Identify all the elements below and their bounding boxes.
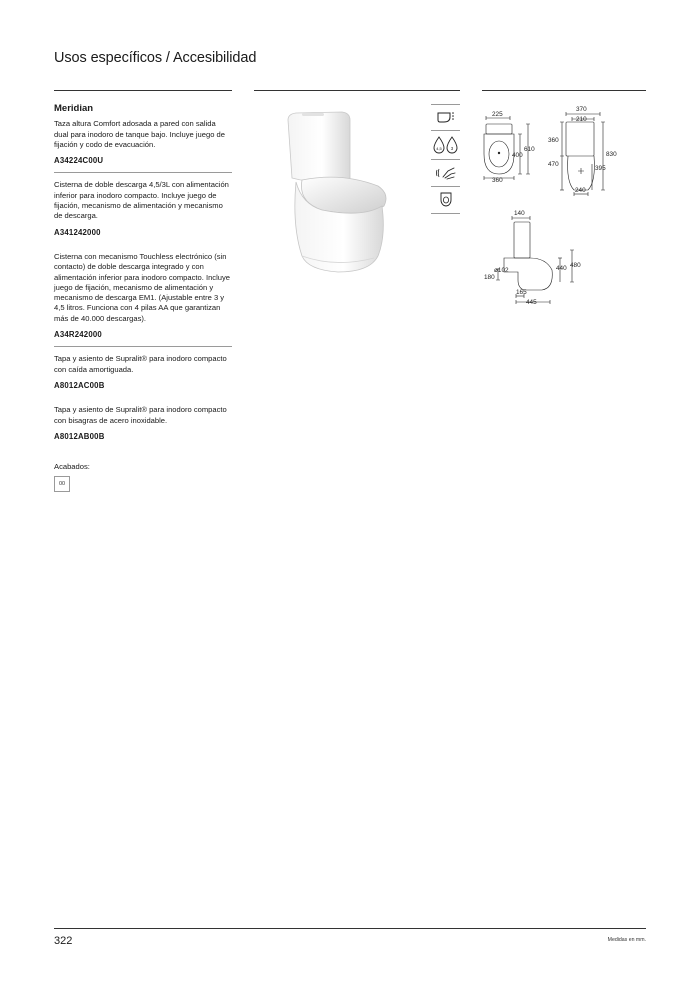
touchless-hand-icon [431, 160, 460, 187]
dim-side-top: 140 [514, 210, 525, 217]
feature-icons [431, 104, 460, 214]
dual-flush-left-label: 4,5 [435, 146, 442, 151]
item-description: Taza altura Comfort adosada a pared con salida dual para inodoro de tanque bajo. Incluye juego de fijación y codo de evacuación. [54, 119, 225, 149]
item-code: A34224C00U [54, 156, 104, 166]
technical-drawings [478, 104, 648, 309]
dim-side-h-outlet: 180 [484, 274, 495, 281]
dim-side-depth: 445 [526, 299, 537, 306]
dim-top-width: 225 [492, 111, 503, 118]
item-description: Cisterna de doble descarga 4,5/3L con alimentación inferior para inodoro compacto. Incluye juego de fijación, mecanismo de alimentación y mecanismo de descarga. [54, 180, 229, 221]
wall-hung-bowl-icon [431, 187, 460, 214]
title-rule [54, 90, 232, 91]
title-rule-photo [254, 90, 460, 91]
item-code: A34R242000 [54, 330, 102, 340]
item-description: Tapa y asiento de Supralit® para inodoro compacto con bisagras de acero inoxidable. [54, 405, 227, 425]
dim-side-seat: 440 [556, 265, 567, 272]
item-description: Tapa y asiento de Supralit® para inodoro compacto con caída amortiguada. [54, 354, 227, 374]
dim-top-depth: 400 [512, 152, 523, 159]
item-code: A341242000 [54, 227, 101, 237]
dim-front-base: 240 [575, 187, 586, 194]
toilet-product-photo [262, 106, 422, 276]
dim-top-base: 360 [492, 177, 503, 184]
dim-top-total: 610 [524, 146, 535, 153]
finish-swatch: 00 [54, 476, 70, 492]
divider [54, 346, 232, 347]
dim-front-inner-width: 210 [576, 116, 587, 123]
product-name: Meridian [54, 103, 94, 114]
page-title: Usos específicos / Accesibilidad [54, 50, 257, 66]
rimless-bowl-icon [431, 104, 460, 131]
item-code: A8012AC00B [54, 380, 105, 390]
dual-flush-right-label: 3 [450, 146, 453, 151]
title-rule-drawings [482, 90, 646, 91]
product-description-column [54, 104, 232, 492]
dim-side-offset: 165 [516, 289, 527, 296]
dim-front-mid: 395 [595, 165, 606, 172]
item-code: A8012AB00B [54, 431, 105, 441]
dim-side-outlet: ø102 [494, 267, 509, 274]
measurement-note: Medidas en mm. [607, 937, 646, 943]
divider [54, 172, 232, 173]
dual-flush-icon [431, 131, 460, 160]
finishes-label: Acabados: [54, 462, 90, 472]
dim-front-total: 830 [606, 151, 617, 158]
page-number: 322 [54, 935, 73, 947]
dim-front-h1: 360 [548, 137, 559, 144]
footer-rule [54, 928, 646, 929]
item-description: Cisterna con mecanismo Touchless electrónico (sin contacto) de doble descarga integrado y con alimentación inferior para inodoro compacto. Incluye juego de fijación, mecanismo de alimentación y mecanismo de descarga EM1. (Ajustable entre 3 y 4,5 litros. Funciona con 4 pilas AA que garantizan más de 40.000 descargas). [54, 251, 231, 323]
dim-front-h2: 470 [548, 161, 559, 168]
dim-side-total: 480 [570, 262, 581, 269]
dim-front-top-width: 370 [576, 106, 587, 113]
